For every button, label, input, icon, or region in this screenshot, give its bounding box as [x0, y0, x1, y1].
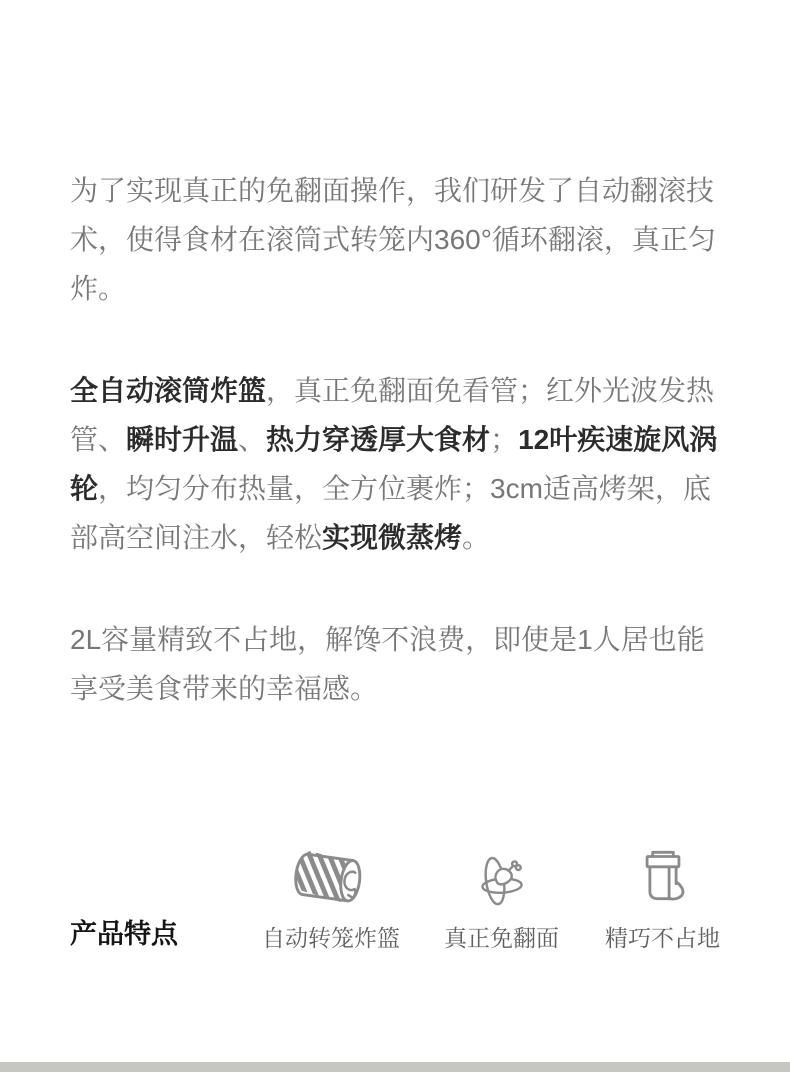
feature-label: 真正免翻面 — [444, 925, 559, 951]
capacity-paragraph: 2L容量精致不占地，解馋不浪费，即使是1人居也能享受美食带来的幸福感。 — [70, 624, 705, 704]
feature-rotating-basket — [262, 849, 400, 951]
body-text-segment: ，均匀分布热量，全方位裹炸；3cm适高烤架，底部高空间注水，轻松 — [70, 473, 711, 553]
feature-compact — [605, 849, 720, 951]
emphasis-text: 瞬时升温 — [126, 424, 239, 455]
body-text-segment: ； — [490, 424, 519, 455]
highlight-paragraph — [70, 366, 728, 562]
emphasis-text: 实现微蒸烤 — [322, 522, 463, 553]
product-features-row — [70, 849, 720, 951]
body-text-segment: 。 — [462, 522, 491, 553]
features-title: 产品特点 — [70, 919, 178, 950]
emphasis-text: 全自动滚筒炸篮 — [70, 375, 267, 406]
feature-no-flip — [444, 855, 559, 951]
feature-label: 精巧不占地 — [605, 925, 720, 951]
emphasis-text: 12叶疾速旋风涡轮 — [70, 424, 718, 504]
emphasis-text: 热力穿透厚大食材 — [266, 424, 491, 455]
feature-label: 自动转笼炸篮 — [262, 925, 400, 951]
intro-paragraph: 为了实现真正的免翻面操作，我们研发了自动翻滚技术，使得食材在滚筒式转笼内360°循环翻滚，真正匀炸。 — [70, 175, 716, 304]
next-section-edge — [0, 1062, 790, 1072]
description-text-block — [70, 166, 728, 766]
rotating-drum-icon — [292, 849, 370, 909]
body-text-segment: 、 — [238, 424, 267, 455]
chicken-orbit-icon — [479, 855, 525, 909]
air-fryer-icon — [639, 849, 687, 909]
body-text-segment: ，真正免翻面免看管；红外光波发热管、 — [70, 375, 715, 455]
